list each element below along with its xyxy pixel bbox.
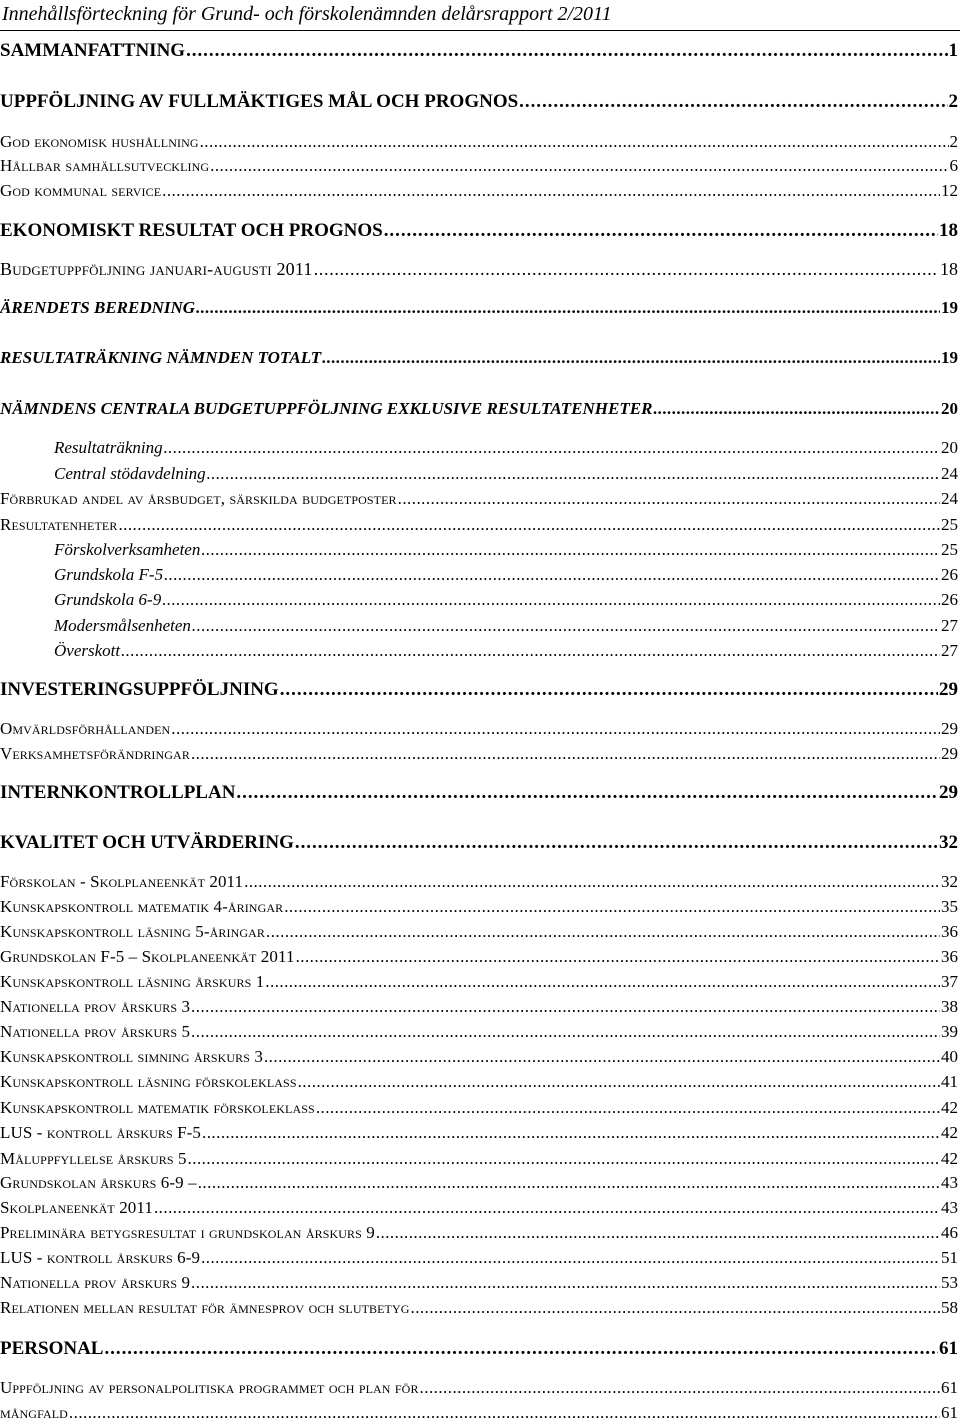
dot-leader <box>295 832 938 854</box>
toc-entry-page-number: 37 <box>941 971 960 993</box>
toc-entry-label: Kunskapskontroll matematik förskoleklass <box>0 1097 315 1119</box>
toc-entry-label: SAMMANFATTNING <box>0 40 185 62</box>
toc-entry[interactable] <box>0 398 960 420</box>
dot-leader <box>376 1222 940 1244</box>
toc-entry-page-number: 32 <box>941 871 960 893</box>
toc-entry-label: Modersmålsenheten <box>0 615 191 637</box>
toc-entry[interactable] <box>0 1297 960 1319</box>
toc-entry-page-number: 32 <box>939 832 960 854</box>
toc-entry-label: NÄMNDENS CENTRALA BUDGETUPPFÖLJNING EXKLUSIVE RESULTATENHETER <box>0 398 652 420</box>
toc-entry[interactable] <box>0 615 960 637</box>
dot-leader <box>162 180 940 202</box>
toc-entry[interactable] <box>0 131 960 153</box>
dot-leader <box>196 297 940 319</box>
toc-entry-page-number: 20 <box>941 398 960 420</box>
toc-entry-page-number: 58 <box>941 1297 960 1319</box>
toc-entry-page-number: 41 <box>941 1071 960 1093</box>
toc-entry-label: ÄRENDETS BEREDNING <box>0 297 195 319</box>
toc-entry-page-number: 2 <box>949 91 960 113</box>
toc-entry[interactable] <box>0 1222 960 1244</box>
toc-entry-label: mångfald <box>0 1402 68 1424</box>
dot-leader <box>398 488 940 510</box>
toc-entry-page-number: 36 <box>941 946 960 968</box>
dot-leader <box>191 743 940 765</box>
toc-entry[interactable] <box>0 539 960 561</box>
toc-entry-label: Verksamhetsförändringar <box>0 743 190 765</box>
toc-entry[interactable] <box>0 718 960 740</box>
toc-entry-label: Central stödavdelning <box>0 463 206 485</box>
toc-entry[interactable] <box>0 437 960 459</box>
toc-entry[interactable] <box>0 1122 960 1144</box>
toc-entry[interactable] <box>0 1377 960 1399</box>
toc-entry-page-number: 43 <box>941 1172 960 1194</box>
toc-entry-page-number: 24 <box>941 488 960 510</box>
toc-entry-label: LUS - kontroll årskurs F-5 <box>0 1122 201 1144</box>
dot-leader <box>164 437 940 459</box>
dot-leader <box>265 971 940 993</box>
toc-entry[interactable] <box>0 1071 960 1093</box>
dot-leader <box>202 1122 940 1144</box>
toc-entry[interactable] <box>0 463 960 485</box>
toc-entry-label: Budgetuppföljning januari-augusti 2011 <box>0 258 313 280</box>
dot-leader <box>191 1272 940 1294</box>
toc-entry[interactable] <box>0 896 960 918</box>
toc-entry[interactable] <box>0 1046 960 1068</box>
toc-entry-label: Förskolverksamheten <box>0 539 200 561</box>
toc-entry-label: Skolplaneenkät 2011 <box>0 1197 153 1219</box>
toc-entry-page-number: 19 <box>941 297 960 319</box>
dot-leader <box>186 40 947 62</box>
toc-entry-page-number: 61 <box>939 1338 960 1360</box>
dot-leader <box>162 589 940 611</box>
toc-entry[interactable] <box>0 996 960 1018</box>
toc-entry-label: Resultatenheter <box>0 514 117 536</box>
toc-entry-label: Kunskapskontroll läsning förskoleklass <box>0 1071 297 1093</box>
toc-entry[interactable] <box>0 180 960 202</box>
toc-entry-page-number: 46 <box>941 1222 960 1244</box>
toc-entry-label: Grundskolan F-5 – Skolplaneenkät 2011 <box>0 946 295 968</box>
toc-entry-label: God kommunal service <box>0 180 161 202</box>
toc-entry-page-number: 25 <box>941 539 960 561</box>
toc-entry-label: Måluppfyllelse årskurs 5 <box>0 1148 187 1170</box>
toc-entry-label: Kunskapskontroll simning årskurs 3 <box>0 1046 263 1068</box>
dot-leader <box>207 463 940 485</box>
dot-leader <box>164 564 940 586</box>
dot-leader <box>69 1402 940 1424</box>
toc-entry-page-number: 12 <box>941 180 960 202</box>
toc-entry-page-number: 42 <box>941 1097 960 1119</box>
dot-leader <box>384 220 938 242</box>
toc-entry-label: Grundskola 6-9 <box>0 589 161 611</box>
toc-entry-page-number: 61 <box>941 1402 960 1424</box>
toc-entry-page-number: 18 <box>939 220 960 242</box>
dot-leader <box>200 131 949 153</box>
toc-entry[interactable] <box>0 91 960 113</box>
toc-entry-page-number: 29 <box>941 743 960 765</box>
toc-entry-label: INTERNKONTROLLPLAN <box>0 782 235 804</box>
toc-entry[interactable] <box>0 743 960 765</box>
toc-entry-label: LUS - kontroll årskurs 6-9 <box>0 1247 200 1269</box>
toc-entry[interactable] <box>0 1402 960 1424</box>
dot-leader <box>316 1097 940 1119</box>
toc-entry-label: Uppföljning av personalpolitiska programmet och plan för <box>0 1377 419 1399</box>
toc-entry-label: PERSONAL <box>0 1338 103 1360</box>
toc-entry-label: Överskott <box>0 640 120 662</box>
toc-entry[interactable] <box>0 589 960 611</box>
page-title: Innehållsförteckning för Grund- och förskolenämnden delårsrapport 2/2011 <box>2 2 952 26</box>
toc-entry-page-number: 27 <box>941 615 960 637</box>
toc-entry[interactable] <box>0 832 960 854</box>
dot-leader <box>653 398 940 420</box>
toc-entry-label: INVESTERINGSUPPFÖLJNING <box>0 679 279 701</box>
dot-leader <box>420 1377 940 1399</box>
toc-entry-page-number: 61 <box>941 1377 960 1399</box>
toc-entry[interactable] <box>0 1172 960 1194</box>
toc-entry[interactable] <box>0 1148 960 1170</box>
dot-leader <box>191 1021 940 1043</box>
dot-leader <box>264 1046 940 1068</box>
toc-entry-label: Förskolan - Skolplaneenkät 2011 <box>0 871 243 893</box>
toc-entry-page-number: 42 <box>941 1148 960 1170</box>
dot-leader <box>244 871 940 893</box>
dot-leader <box>519 91 947 113</box>
toc-entry[interactable] <box>0 488 960 510</box>
toc-entry-page-number: 36 <box>941 921 960 943</box>
dot-leader <box>284 896 940 918</box>
toc-entry-page-number: 25 <box>941 514 960 536</box>
toc-entry-label: Preliminära betygsresultat i grundskolan årskurs 9 <box>0 1222 375 1244</box>
toc-entry-page-number: 38 <box>941 996 960 1018</box>
toc-entry-page-number: 35 <box>941 896 960 918</box>
toc-entry[interactable] <box>0 679 960 701</box>
toc-entry[interactable] <box>0 1097 960 1119</box>
toc-entry-label: Hållbar samhällsutveckling <box>0 155 209 177</box>
toc-entry-label: Relationen mellan resultat för ämnesprov och slutbetyg <box>0 1297 410 1319</box>
toc-entry[interactable] <box>0 1272 960 1294</box>
toc-entry-page-number: 53 <box>941 1272 960 1294</box>
toc-entry-label: RESULTATRÄKNING NÄMNDEN TOTALT <box>0 347 321 369</box>
toc-entry-page-number: 6 <box>950 155 960 177</box>
toc-entry-page-number: 1 <box>949 40 960 62</box>
dot-leader <box>296 946 940 968</box>
dot-leader <box>192 615 940 637</box>
dot-leader <box>236 782 938 804</box>
toc-entry[interactable] <box>0 782 960 804</box>
toc-entry-label: Nationella prov årskurs 9 <box>0 1272 190 1294</box>
toc-entry[interactable] <box>0 258 960 280</box>
toc-entry[interactable] <box>0 1338 960 1360</box>
toc-entry-label: Nationella prov årskurs 3 <box>0 996 190 1018</box>
toc-entry-page-number: 42 <box>941 1122 960 1144</box>
toc-entry-label: Nationella prov årskurs 5 <box>0 1021 190 1043</box>
toc-entry[interactable] <box>0 514 960 536</box>
dot-leader <box>121 640 940 662</box>
toc-entry[interactable] <box>0 297 960 319</box>
dot-leader <box>411 1297 940 1319</box>
toc-entry[interactable] <box>0 871 960 893</box>
dot-leader <box>104 1338 938 1360</box>
toc-entry[interactable] <box>0 946 960 968</box>
toc-entry-label: Kunskapskontroll läsning 5-åringar <box>0 921 265 943</box>
dot-leader <box>191 996 940 1018</box>
toc-entry-page-number: 26 <box>941 589 960 611</box>
dot-leader <box>210 155 948 177</box>
toc-entry-label: EKONOMISKT RESULTAT OCH PROGNOS <box>0 220 383 242</box>
dot-leader <box>188 1148 940 1170</box>
toc-entry[interactable] <box>0 40 960 62</box>
toc-entry-label: Grundskola F-5 <box>0 564 163 586</box>
dot-leader <box>201 1247 940 1269</box>
toc-entry[interactable] <box>0 640 960 662</box>
toc-entry-page-number: 24 <box>941 463 960 485</box>
toc-entry-label: Grundskolan årskurs 6-9 – <box>0 1172 197 1194</box>
toc-entry-label: Resultaträkning <box>0 437 163 459</box>
toc-entry-page-number: 29 <box>939 679 960 701</box>
toc-entry-page-number: 29 <box>939 782 960 804</box>
toc-entry[interactable] <box>0 1197 960 1219</box>
toc-entry-page-number: 26 <box>941 564 960 586</box>
toc-entry-label: UPPFÖLJNING AV FULLMÄKTIGES MÅL OCH PROGNOS <box>0 91 518 113</box>
dot-leader <box>118 514 940 536</box>
toc-entry-page-number: 18 <box>940 258 960 280</box>
toc-entry-label: Omvärldsförhållanden <box>0 718 170 740</box>
toc-entry[interactable] <box>0 921 960 943</box>
toc-entry-label: KVALITET OCH UTVÄRDERING <box>0 832 294 854</box>
toc-entry[interactable] <box>0 564 960 586</box>
dot-leader <box>198 1172 940 1194</box>
toc-entry-page-number: 39 <box>941 1021 960 1043</box>
toc-entry[interactable] <box>0 1247 960 1269</box>
dot-leader <box>314 258 939 280</box>
toc-entry[interactable] <box>0 971 960 993</box>
dot-leader <box>280 679 938 701</box>
toc-entry-page-number: 19 <box>941 347 960 369</box>
toc-entry[interactable] <box>0 155 960 177</box>
toc-entry-page-number: 40 <box>941 1046 960 1068</box>
toc-entry-page-number: 2 <box>950 131 960 153</box>
toc-entry-page-number: 20 <box>941 437 960 459</box>
toc-entry[interactable] <box>0 347 960 369</box>
toc-entry-label: Förbrukad andel av årsbudget, särskilda budgetposter <box>0 488 397 510</box>
toc-entry[interactable] <box>0 1021 960 1043</box>
dot-leader <box>266 921 940 943</box>
toc-entry-page-number: 27 <box>941 640 960 662</box>
toc-entry-label: God ekonomisk hushållning <box>0 131 199 153</box>
dot-leader <box>322 347 940 369</box>
toc-entry-label: Kunskapskontroll läsning årskurs 1 <box>0 971 264 993</box>
dot-leader <box>201 539 940 561</box>
toc-entry-page-number: 29 <box>941 718 960 740</box>
toc-entry-page-number: 51 <box>941 1247 960 1269</box>
dot-leader <box>154 1197 940 1219</box>
dot-leader <box>298 1071 940 1093</box>
toc-entry-page-number: 43 <box>941 1197 960 1219</box>
dot-leader <box>171 718 940 740</box>
toc-entry[interactable] <box>0 220 960 242</box>
toc-entry-label: Kunskapskontroll matematik 4-åringar <box>0 896 283 918</box>
